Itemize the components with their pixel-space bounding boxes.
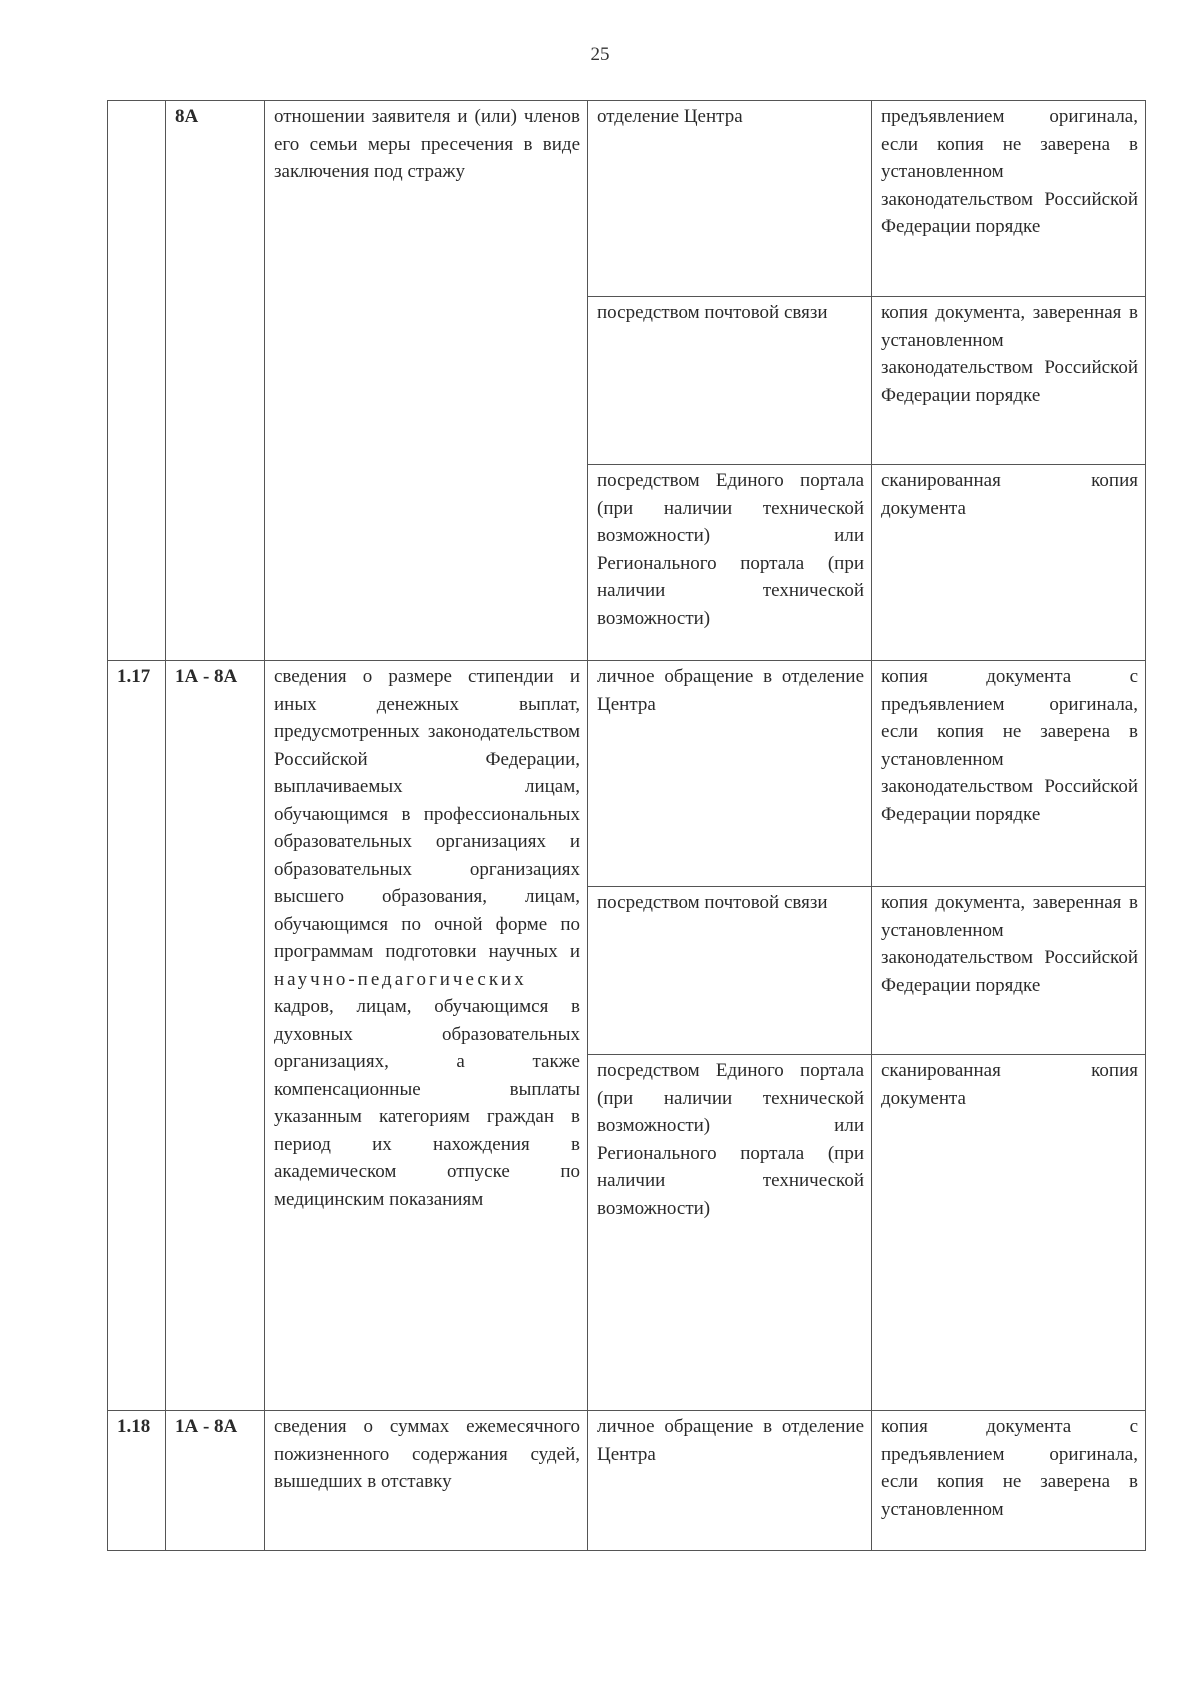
submission-method-cell: отделение Центра	[588, 101, 872, 297]
submission-method-cell: посредством почтовой связи	[588, 297, 872, 465]
document-table	[107, 100, 1146, 1551]
document-form-cell: копия документа, заверенная в установленном законодательством Российской Федерации порядке	[872, 297, 1146, 465]
information-cell: отношении заявителя и (или) членов его семьи меры пресечения в виде заключения под стражу	[265, 101, 588, 661]
table-row-continued	[108, 101, 1146, 297]
document-form-cell: сканированная копия документа	[872, 465, 1146, 661]
row-number-cell: 1.17	[108, 661, 166, 1411]
row-number-cell	[108, 101, 166, 661]
document-form-cell: копия документа с предъявлением оригинала, если копия не заверена в установленном	[872, 1411, 1146, 1551]
information-cell	[265, 661, 588, 1411]
information-text: сведения о размере стипендии и иных денежных выплат, предусмотренных законодательством Российской Федерации, выплачиваемых лицам, обучающимся в профессиональных образовательных организациях и образовательных организациях высшего образования, лицам, обучающимся по очной форме по программам подготовки научных и	[274, 666, 580, 962]
information-cell: сведения о суммах ежемесячного пожизненного содержания судей, вышедших в отставку	[265, 1411, 588, 1551]
submission-method-cell: личное обращение в отделение Центра	[588, 1411, 872, 1551]
submission-method-cell: посредством Единого портала (при наличии технической возможности) или Регионального портала (при наличии технической возможности)	[588, 465, 872, 661]
row-number-cell: 1.18	[108, 1411, 166, 1551]
document-form-cell: копия документа, заверенная в установленном законодательством Российской Федерации порядке	[872, 887, 1146, 1055]
information-spaced-text: научно-педагогических	[274, 968, 527, 990]
groups-cell: 1А - 8А	[166, 661, 265, 1411]
submission-method-cell: посредством Единого портала (при наличии технической возможности) или Регионального портала (при наличии технической возможности)	[588, 1055, 872, 1411]
groups-cell: 8А	[166, 101, 265, 661]
groups-cell: 1А - 8А	[166, 1411, 265, 1551]
table-row-1-18	[108, 1411, 1146, 1551]
document-form-cell: копия документа с предъявлением оригинала, если копия не заверена в установленном законодательством Российской Федерации порядке	[872, 661, 1146, 887]
page-number: 25	[590, 44, 610, 65]
document-form-cell: предъявлением оригинала, если копия не заверена в установленном законодательством Российской Федерации порядке	[872, 101, 1146, 297]
document-form-cell: сканированная копия документа	[872, 1055, 1146, 1411]
information-text: кадров, лицам, обучающимся в духовных образовательных организациях, а также компенсационные выплаты указанным категориям граждан в период их нахождения в академическом отпуске по медицинским показаниям	[274, 996, 580, 1210]
table-row-1-17	[108, 661, 1146, 887]
submission-method-cell: личное обращение в отделение Центра	[588, 661, 872, 887]
submission-method-cell: посредством почтовой связи	[588, 887, 872, 1055]
